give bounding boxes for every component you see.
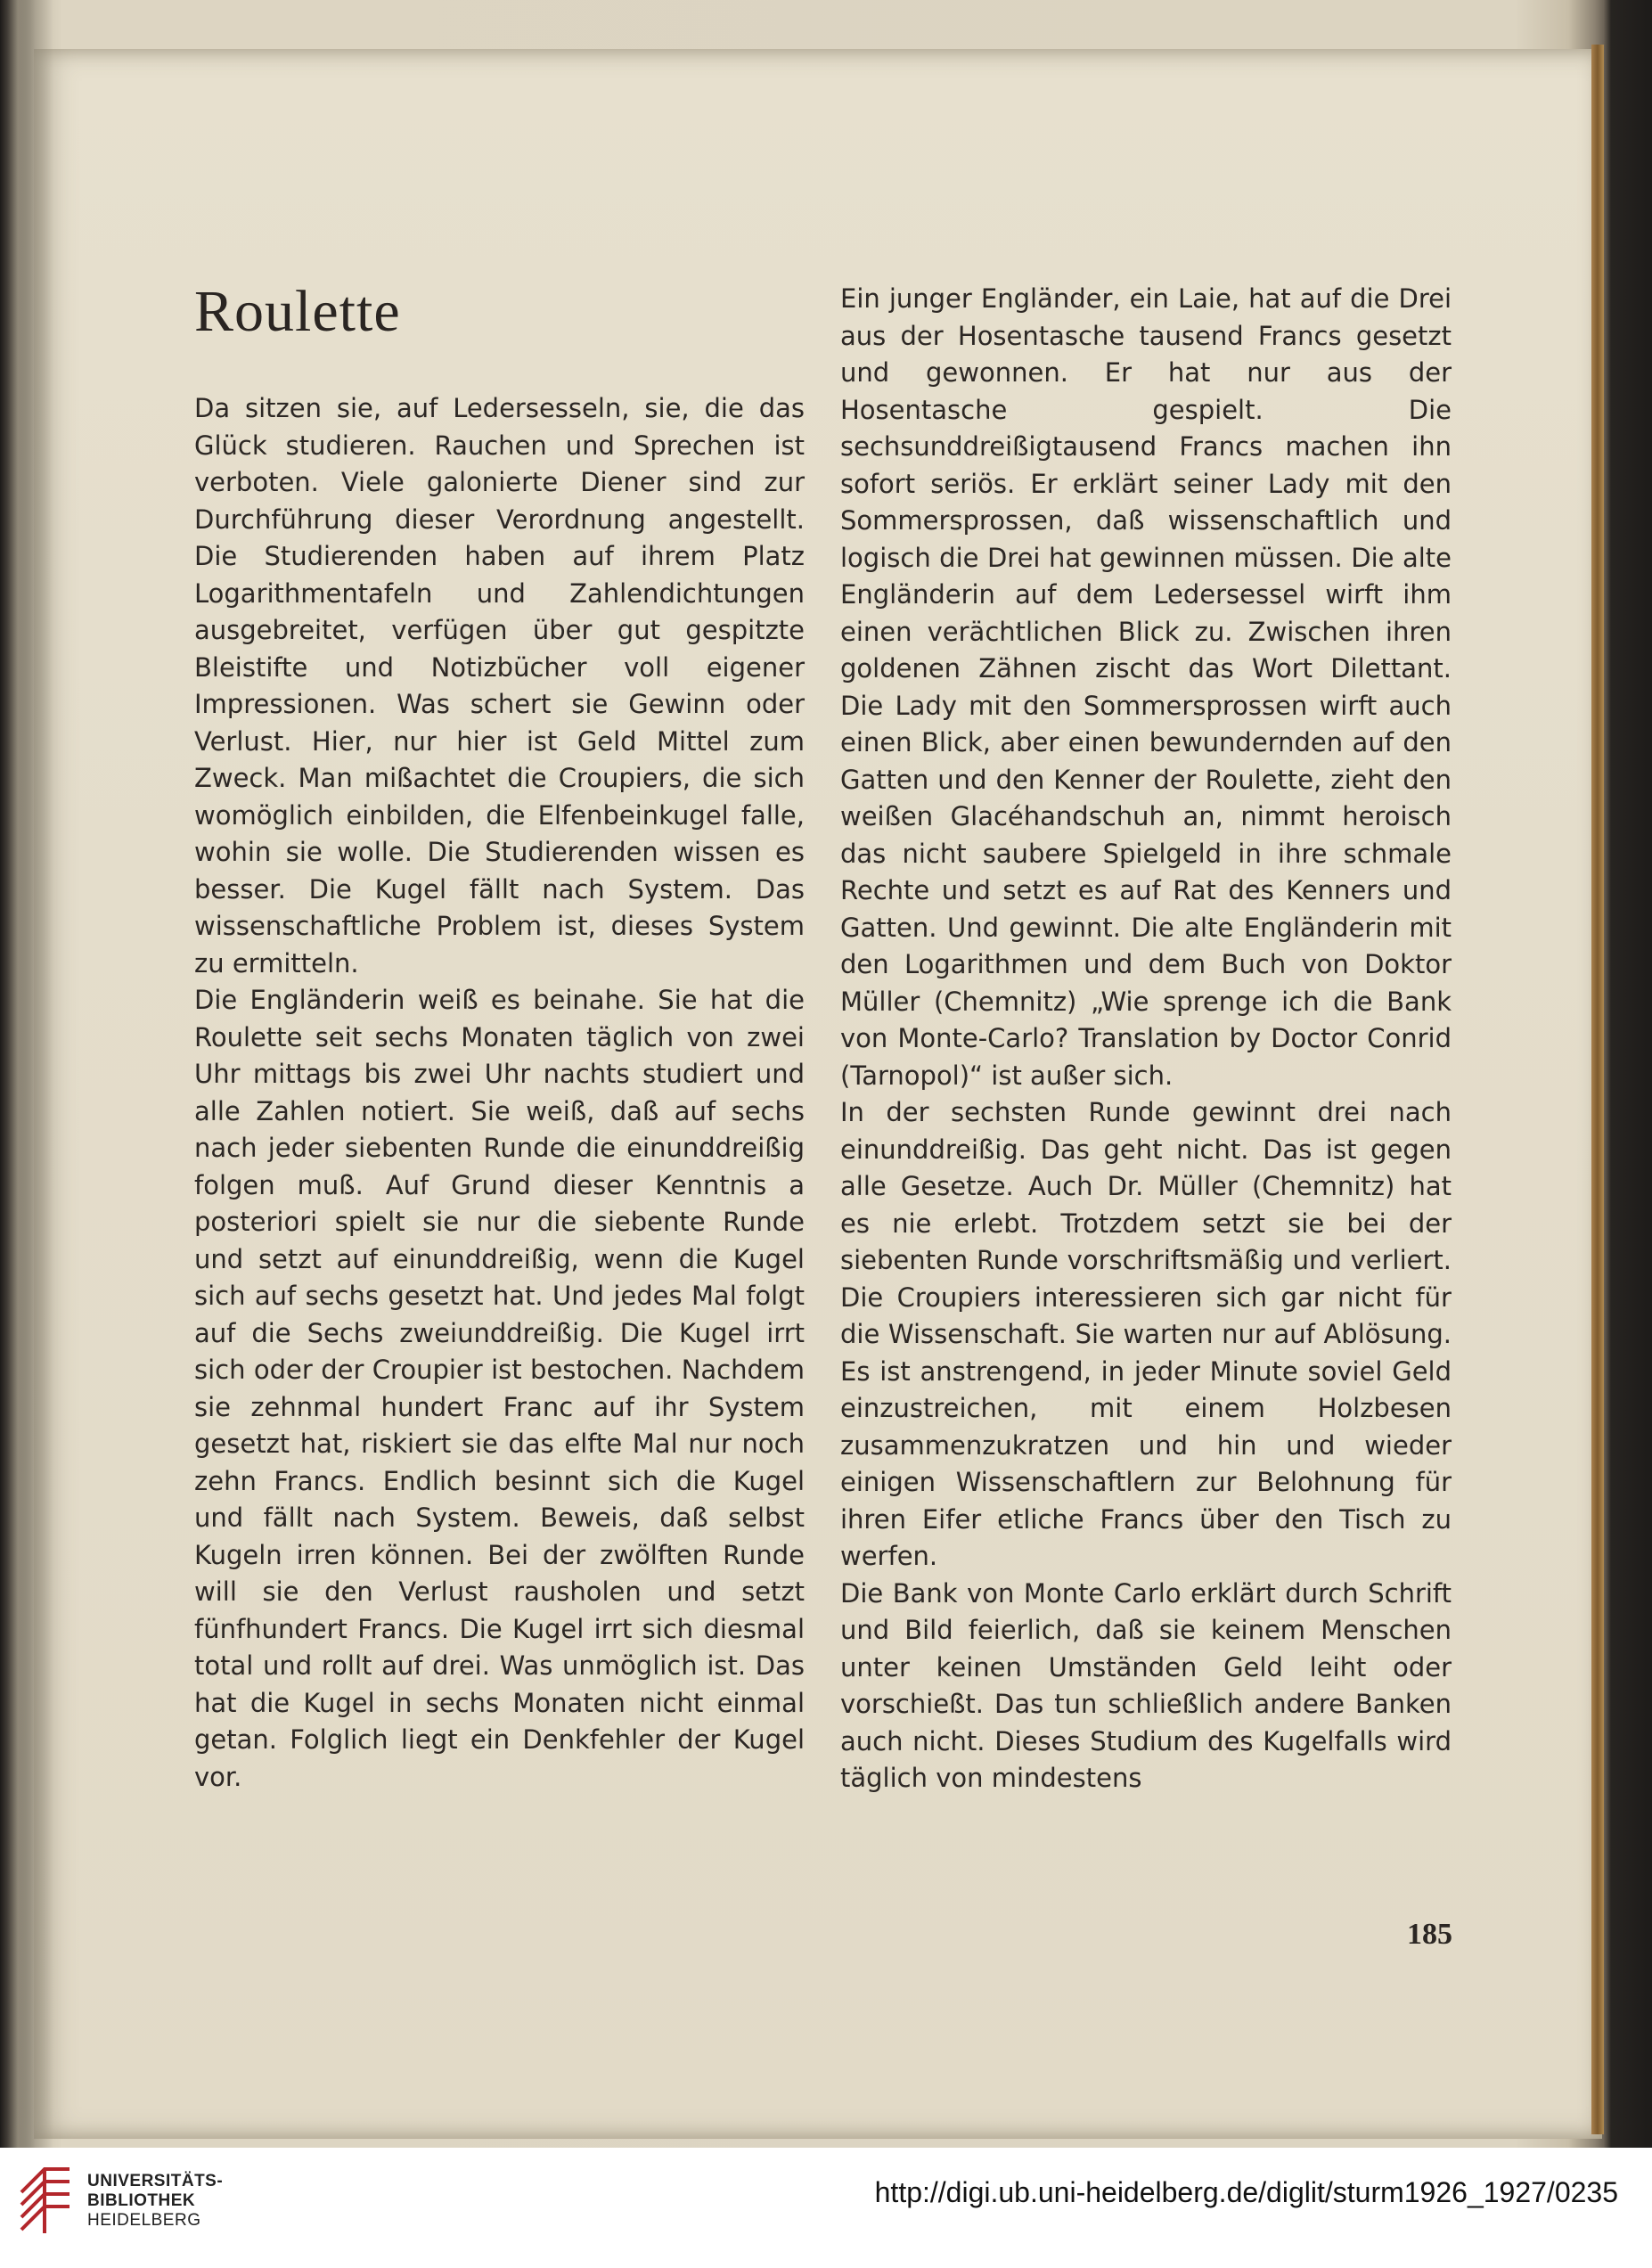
library-name-line: UNIVERSITÄTS- xyxy=(87,2172,224,2190)
book-gutter xyxy=(0,0,53,2148)
paragraph: Die Engländerin weiß es beinahe. Sie hat die Roulette seit sechs Monaten täglich von zwei Uhr mittags bis zwei Uhr nachts studiert und alle Zahlen notiert. Sie weiß, daß auf sechs nach jeder siebenten Runde die einunddreißig folgen muß. Auf Grund dieser Kenntnis a posteriori spielt sie nur die siebente Runde und setzt auf einunddreißig, wenn die Kugel sich auf sechs gesetzt hat. Und jedes Mal folgt auf die Sechs zweiunddreißig. Die Kugel irrt sich oder der Croupier ist bestochen. Nachdem sie zehnmal hundert Franc auf ihr System gesetzt hat, riskiert sie das elfte Mal nur noch zehn Francs. Endlich besinnt sich die Kugel und fällt nach System. Beweis, daß selbst Kugeln irren können. Bei der zwölften Runde will sie den Verlust rausholen und setzt fünfhundert Francs. Die Kugel irrt sich diesmal total und rollt auf drei. Was unmöglich ist. Das hat die Kugel in sechs Monaten nicht einmal getan. Folglich liegt ein Denkfehler der Kugel vor. xyxy=(194,985,805,1792)
library-logo-icon xyxy=(18,2166,73,2237)
library-name-line: BIBLIOTHEK xyxy=(87,2191,196,2210)
paragraph: Ein junger Engländer, ein Laie, hat auf die Drei aus der Hosentasche tausend Francs gesetzt und gewonnen. Er hat nur aus der Hosentasche gespielt. Die sechsunddreißigtausend Francs machen ihn sofort seriös. Er erklärt seiner Lady mit den Sommersprossen, daß wissenschaftlich und logisch die Drei hat gewinnen müssen. Die alte Engländerin auf dem Ledersessel wirft ihm einen verächtlichen Blick zu. Zwischen ihren goldenen Zähnen zischt das Wort Dilettant. Die Lady mit den Sommersprossen wirft auch einen Blick, aber einen bewundernden auf den Gatten und den Kenner der Roulette, zieht den weißen Glacéhandschuh an, nimmt heroisch das nicht saubere Spielgeld in ihre schmale Rechte und setzt es auf Rat des Kenners und Gatten. Und gewinnt. Die alte Engländerin mit den Logarithmen und dem Buch von Doktor Müller (Chemnitz) „Wie sprenge ich die Bank von Monte-Carlo? Translation by Doctor Conrid (Tarnopol)“ ist außer sich. xyxy=(840,283,1452,1091)
library-name-line: HEIDELBERG xyxy=(87,2211,201,2230)
paragraph: Die Bank von Monte Carlo erklärt durch Schrift und Bild feierlich, daß sie keinem Menschen unter keinen Umständen Geld leiht oder vorschießt. Das tun schließlich andere Banken auch nicht. Dieses Studium des Kugelfalls wird täglich von mindestens xyxy=(840,1577,1452,1793)
book-edge xyxy=(1591,45,1604,2134)
paragraph: In der sechsten Runde gewinnt drei nach einunddreißig. Das geht nicht. Das ist gegen alle Gesetze. Auch Dr. Müller (Chemnitz) hat es nie erlebt. Trotzdem setzt sie bei der siebenten Runde vorschriftsmäßig und verliert. Die Croupiers interessieren sich gar nicht für die Wissenschaft. Sie warten nur auf Ablösung. Es ist anstrengend, in jeder Minute soviel Geld einzustreichen, mit einem Holzbesen zusammenzukratzen und hin und wieder einigen Wissenschaftlern zur Belohnung für ihren Eifer etliche Francs über den Tisch zu werfen. xyxy=(840,1097,1452,1571)
article-title: Roulette xyxy=(194,279,401,344)
paragraph: Da sitzen sie, auf Ledersesseln, sie, die das Glück studieren. Rauchen und Sprechen ist verboten. Viele galonierte Diener sind zur Durchführung dieser Verordnung angestellt. Die Studierenden haben auf ihrem Platz Logarithmentafeln und Zahlendichtungen ausgebreitet, verfügen über gut gespitzte Bleistifte und Notizbücher voll eigener Impressionen. Was schert sie Gewinn oder Verlust. Hier, nur hier ist Geld Mittel zum Zweck. Man mißachtet die Croupiers, die sich womöglich einbilden, die Elfenbeinkugel falle, wohin sie wolle. Die Studierenden wissen es besser. Die Kugel fällt nach System. Das wissenschaftliche Problem ist, dieses System zu ermitteln. xyxy=(194,393,805,978)
page-number: 185 xyxy=(1407,1918,1452,1951)
source-url-link[interactable]: http://digi.ub.uni-heidelberg.de/diglit/sturm1926_1927/0235 xyxy=(874,2176,1618,2208)
library-name xyxy=(87,2172,223,2231)
left-column xyxy=(194,390,805,1796)
right-column xyxy=(840,281,1452,1797)
